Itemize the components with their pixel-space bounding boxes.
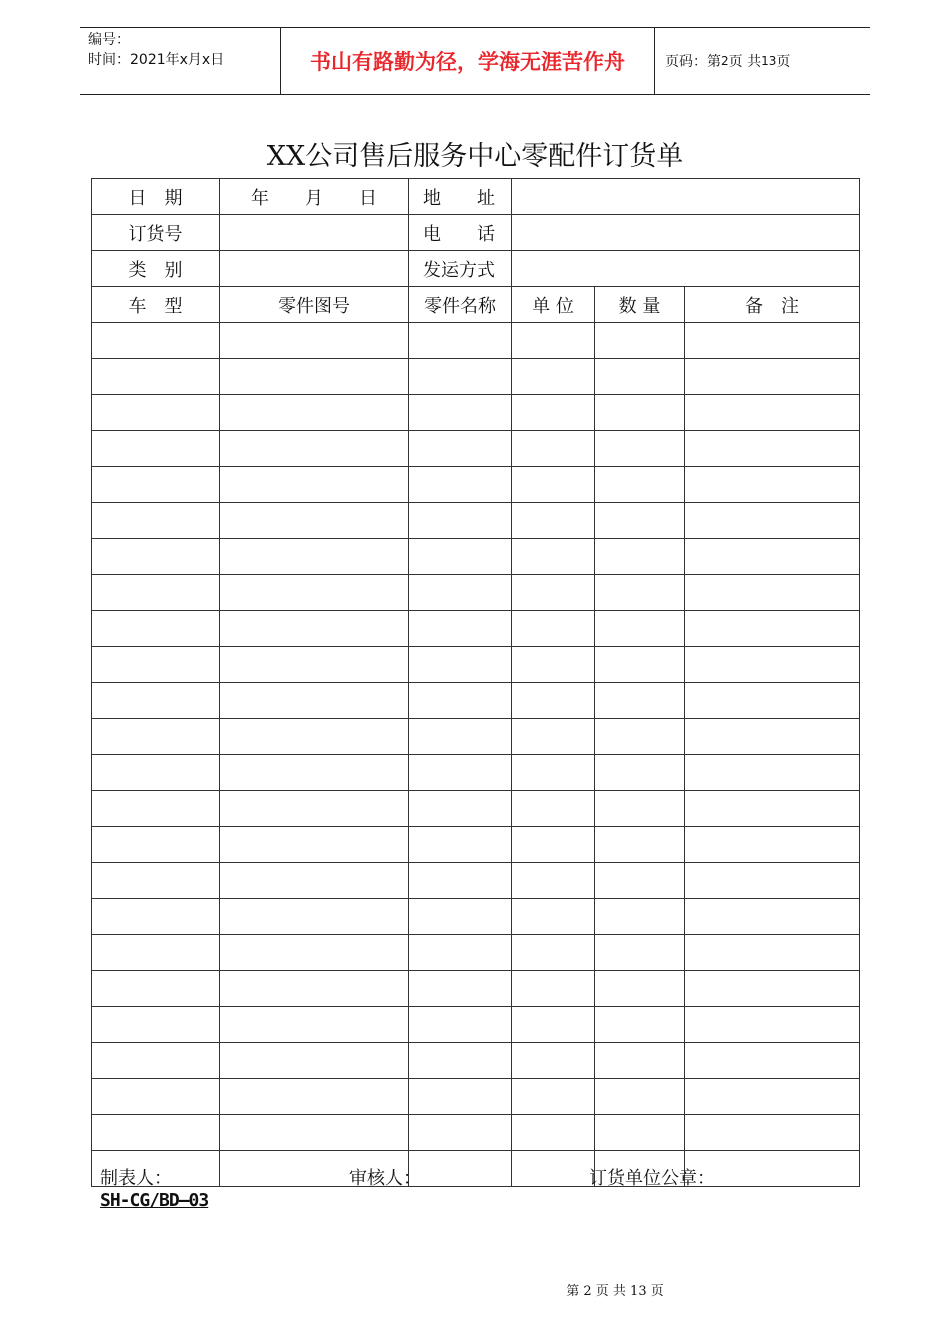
table-cell[interactable]	[685, 971, 860, 1007]
table-row	[92, 575, 860, 611]
table-row	[92, 1007, 860, 1043]
table-cell[interactable]	[409, 647, 512, 683]
table-cell[interactable]	[512, 935, 595, 971]
table-cell[interactable]	[595, 755, 685, 791]
table-cell[interactable]	[595, 431, 685, 467]
table-cell[interactable]	[512, 503, 595, 539]
table-cell[interactable]	[409, 719, 512, 755]
table-row	[92, 719, 860, 755]
table-cell[interactable]	[409, 935, 512, 971]
page-current: 2	[721, 54, 729, 68]
table-cell[interactable]	[220, 575, 409, 611]
table-cell[interactable]	[685, 539, 860, 575]
table-cell[interactable]	[409, 1007, 512, 1043]
shipping-label: 发运方式	[409, 251, 512, 287]
table-row	[92, 755, 860, 791]
table-row	[92, 647, 860, 683]
table-cell[interactable]	[512, 791, 595, 827]
col-header-part-number: 零件图号	[220, 287, 409, 323]
table-cell[interactable]	[409, 971, 512, 1007]
table-cell[interactable]	[409, 1115, 512, 1151]
table-cell[interactable]	[220, 611, 409, 647]
table-cell[interactable]	[220, 395, 409, 431]
table-cell[interactable]	[220, 647, 409, 683]
header-motto: 书山有路勤为径，学海无涯苦作舟	[281, 28, 655, 94]
category-label: 类 别	[92, 251, 220, 287]
table-cell[interactable]	[92, 899, 220, 935]
table-cell[interactable]	[409, 611, 512, 647]
info-row-category	[92, 251, 860, 287]
table-cell[interactable]	[685, 323, 860, 359]
table-cell[interactable]	[409, 539, 512, 575]
table-cell[interactable]	[512, 719, 595, 755]
table-cell[interactable]	[512, 683, 595, 719]
table-row	[92, 1079, 860, 1115]
column-header-row	[92, 287, 860, 323]
table-cell[interactable]	[685, 1079, 860, 1115]
col-header-quantity: 数 量	[595, 287, 685, 323]
table-cell[interactable]	[220, 791, 409, 827]
table-cell[interactable]	[92, 1079, 220, 1115]
table-cell[interactable]	[512, 359, 595, 395]
table-cell[interactable]	[595, 647, 685, 683]
table-cell[interactable]	[685, 431, 860, 467]
table-row	[92, 683, 860, 719]
table-cell[interactable]	[595, 1007, 685, 1043]
page-label-middle: 页 共	[728, 54, 762, 70]
table-cell[interactable]	[409, 1079, 512, 1115]
table-cell[interactable]	[409, 395, 512, 431]
table-cell[interactable]	[512, 1043, 595, 1079]
table-cell[interactable]	[595, 971, 685, 1007]
table-cell[interactable]	[685, 611, 860, 647]
table-cell[interactable]	[595, 863, 685, 899]
table-cell[interactable]	[409, 431, 512, 467]
table-cell[interactable]	[685, 719, 860, 755]
table-row	[92, 827, 860, 863]
table-row	[92, 1151, 860, 1187]
page-label-prefix: 页码：第	[665, 54, 721, 70]
table-cell[interactable]	[512, 431, 595, 467]
table-cell[interactable]	[512, 611, 595, 647]
table-cell[interactable]	[220, 539, 409, 575]
table-cell[interactable]	[409, 827, 512, 863]
table-row	[92, 359, 860, 395]
table-cell[interactable]	[92, 1115, 220, 1151]
table-cell[interactable]	[685, 467, 860, 503]
table-cell[interactable]	[595, 575, 685, 611]
table-cell[interactable]	[92, 539, 220, 575]
page-header	[80, 27, 870, 95]
table-cell[interactable]	[409, 683, 512, 719]
table-cell[interactable]	[409, 575, 512, 611]
table-cell[interactable]	[409, 899, 512, 935]
table-cell[interactable]	[220, 1043, 409, 1079]
table-cell[interactable]	[409, 1043, 512, 1079]
col-header-unit: 单 位	[512, 287, 595, 323]
table-cell[interactable]	[512, 467, 595, 503]
table-cell[interactable]	[512, 1115, 595, 1151]
table-cell[interactable]	[512, 395, 595, 431]
address-label: 地 址	[409, 179, 512, 215]
table-cell[interactable]	[92, 971, 220, 1007]
table-cell[interactable]	[512, 899, 595, 935]
table-cell[interactable]	[92, 755, 220, 791]
table-cell[interactable]	[409, 755, 512, 791]
shipping-value[interactable]	[512, 251, 860, 287]
table-cell[interactable]	[685, 575, 860, 611]
table-cell[interactable]	[92, 719, 220, 755]
table-cell[interactable]	[220, 1115, 409, 1151]
page-total: 13	[761, 54, 777, 68]
table-cell[interactable]	[92, 683, 220, 719]
table-cell[interactable]	[409, 323, 512, 359]
table-cell[interactable]	[409, 359, 512, 395]
table-cell[interactable]	[92, 431, 220, 467]
table-cell[interactable]	[220, 683, 409, 719]
table-cell[interactable]	[685, 899, 860, 935]
table-cell[interactable]	[595, 467, 685, 503]
table-cell[interactable]	[595, 935, 685, 971]
col-header-vehicle: 车 型	[92, 287, 220, 323]
header-page-info	[655, 28, 870, 94]
order-form-table	[91, 178, 860, 1187]
table-cell[interactable]	[595, 827, 685, 863]
table-cell[interactable]	[512, 323, 595, 359]
table-cell[interactable]	[220, 935, 409, 971]
table-cell[interactable]	[595, 611, 685, 647]
table-cell[interactable]	[92, 323, 220, 359]
table-cell[interactable]	[409, 863, 512, 899]
form-code: SH-CG/BD—03	[100, 1190, 209, 1211]
table-row	[92, 1043, 860, 1079]
table-cell[interactable]	[512, 971, 595, 1007]
table-cell[interactable]	[685, 503, 860, 539]
table-cell[interactable]	[685, 863, 860, 899]
table-cell[interactable]	[685, 395, 860, 431]
table-cell[interactable]	[409, 1151, 512, 1187]
table-cell[interactable]	[512, 863, 595, 899]
table-cell[interactable]	[92, 935, 220, 971]
table-cell[interactable]	[595, 359, 685, 395]
table-row	[92, 1115, 860, 1151]
table-row	[92, 971, 860, 1007]
col-header-remarks: 备 注	[685, 287, 860, 323]
phone-label: 电 话	[409, 215, 512, 251]
address-value[interactable]	[512, 179, 860, 215]
table-cell[interactable]	[92, 863, 220, 899]
table-cell[interactable]	[220, 899, 409, 935]
table-cell[interactable]	[512, 755, 595, 791]
table-cell[interactable]	[512, 539, 595, 575]
table-cell[interactable]	[685, 827, 860, 863]
table-cell[interactable]	[512, 647, 595, 683]
table-cell[interactable]	[595, 1043, 685, 1079]
table-cell[interactable]	[595, 1079, 685, 1115]
table-cell[interactable]	[595, 791, 685, 827]
table-cell[interactable]	[512, 827, 595, 863]
table-cell[interactable]	[685, 755, 860, 791]
table-cell[interactable]	[595, 323, 685, 359]
table-cell[interactable]	[512, 1079, 595, 1115]
table-row	[92, 935, 860, 971]
seal-label: 订货单位公章：	[589, 1168, 715, 1189]
table-row	[92, 899, 860, 935]
info-row-date	[92, 179, 860, 215]
table-cell[interactable]	[685, 1115, 860, 1151]
table-cell[interactable]	[92, 359, 220, 395]
table-cell[interactable]	[92, 503, 220, 539]
table-cell[interactable]	[220, 503, 409, 539]
table-cell[interactable]	[685, 647, 860, 683]
table-cell[interactable]	[409, 791, 512, 827]
table-cell[interactable]	[92, 611, 220, 647]
table-cell[interactable]	[595, 719, 685, 755]
info-row-order	[92, 215, 860, 251]
order-no-label: 订货号	[92, 215, 220, 251]
table-cell[interactable]	[92, 395, 220, 431]
table-cell[interactable]	[220, 323, 409, 359]
table-row	[92, 503, 860, 539]
table-cell[interactable]	[220, 719, 409, 755]
table-cell[interactable]	[512, 1151, 595, 1187]
table-cell[interactable]	[512, 1007, 595, 1043]
col-header-part-name: 零件名称	[409, 287, 512, 323]
table-cell[interactable]	[685, 791, 860, 827]
page-footer: 第 2 页 共 13 页	[566, 1284, 664, 1299]
table-cell[interactable]	[595, 539, 685, 575]
table-row	[92, 611, 860, 647]
maker-label: 制表人：	[100, 1168, 172, 1189]
document-title: XX公司售后服务中心零配件订货单	[266, 141, 684, 172]
table-cell[interactable]	[220, 863, 409, 899]
page-label-suffix: 页	[776, 54, 791, 70]
table-cell[interactable]	[595, 395, 685, 431]
table-cell[interactable]	[512, 575, 595, 611]
table-cell[interactable]	[685, 1043, 860, 1079]
table-cell[interactable]	[220, 467, 409, 503]
table-cell[interactable]	[595, 683, 685, 719]
table-row	[92, 431, 860, 467]
table-cell[interactable]	[685, 359, 860, 395]
table-cell[interactable]	[595, 1115, 685, 1151]
table-cell[interactable]	[595, 899, 685, 935]
document-time-label: 时间：2021年x月x日	[88, 52, 225, 68]
order-no-value[interactable]	[220, 215, 409, 251]
table-cell[interactable]	[220, 971, 409, 1007]
table-cell[interactable]	[685, 683, 860, 719]
table-cell[interactable]	[220, 431, 409, 467]
table-cell[interactable]	[409, 467, 512, 503]
table-cell[interactable]	[220, 755, 409, 791]
table-cell[interactable]	[92, 1043, 220, 1079]
table-row	[92, 395, 860, 431]
table-cell[interactable]	[92, 1007, 220, 1043]
table-cell[interactable]	[92, 791, 220, 827]
table-cell[interactable]	[92, 575, 220, 611]
document-number-label: 编号：	[88, 32, 130, 48]
table-cell[interactable]	[685, 935, 860, 971]
table-cell[interactable]	[685, 1007, 860, 1043]
reviewer-label: 审核人：	[349, 1168, 421, 1189]
table-cell[interactable]	[220, 1079, 409, 1115]
category-value[interactable]	[220, 251, 409, 287]
table-cell[interactable]	[92, 647, 220, 683]
table-row	[92, 467, 860, 503]
date-label: 日 期	[92, 179, 220, 215]
table-row	[92, 323, 860, 359]
table-row	[92, 539, 860, 575]
table-cell[interactable]	[220, 1007, 409, 1043]
phone-value[interactable]	[512, 215, 860, 251]
table-cell[interactable]	[595, 503, 685, 539]
table-cell[interactable]	[409, 503, 512, 539]
header-meta	[80, 28, 281, 94]
table-cell[interactable]	[220, 359, 409, 395]
table-row	[92, 863, 860, 899]
date-value[interactable]: 年 月 日	[220, 179, 409, 215]
table-cell[interactable]	[220, 827, 409, 863]
table-row	[92, 791, 860, 827]
table-cell[interactable]	[92, 467, 220, 503]
table-cell[interactable]	[92, 827, 220, 863]
